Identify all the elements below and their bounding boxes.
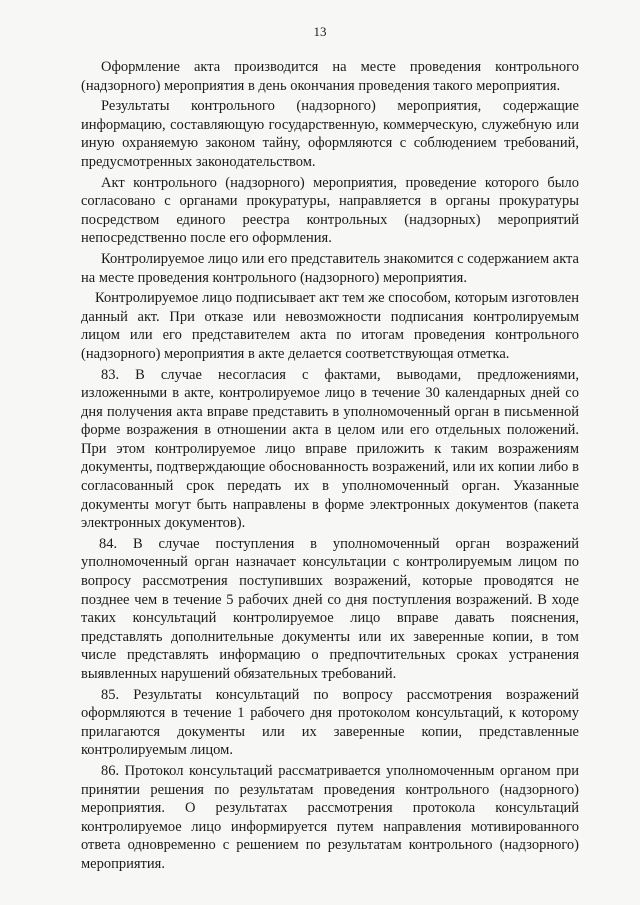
- paragraph-84: 84. В случае поступления в уполномоченный орган возражений уполномоченный орган назначает консультации с контролируемым лицом по вопросу рассмотрения поступивших возражений, которые проводятся не позднее чем в течение 5 рабочих дней со дня поступления возражений. В ходе таких консультаций контролируемое лицо вправе давать пояснения, представлять дополнительные документы или их заверенные копии, в том числе представлять информацию о предпочтительных сроках устранения выявленных нарушений обязательных требований.: [81, 535, 579, 682]
- paragraph-act-drafting: Оформление акта производится на месте проведения контрольного (надзорного) мероприятия в день окончания проведения такого мероприятия.: [81, 59, 579, 94]
- paragraph-prosecutor-act: Акт контрольного (надзорного) мероприятия, проведение которого было согласовано с органами прокуратуры, направляется в органы прокуратуры посредством единого реестра контрольных (надзорных) мероприятий непосредственно после его оформления.: [81, 174, 579, 247]
- document-body: [81, 58, 579, 876]
- paragraph-familiarization: Контролируемое лицо или его представитель знакомится с содержанием акта на месте проведения контрольного (надзорного) мероприятия.: [81, 250, 579, 286]
- paragraph-85: 85. Результаты консультаций по вопросу рассмотрения возражений оформляются в течение 1 рабочего дня протоколом консультаций, к которому прилагаются документы или их заверенные копии, представленные контролируемым лицом.: [81, 686, 579, 759]
- paragraph-86: 86. Протокол консультаций рассматривается уполномоченным органом при принятии решения по результатам проведения контрольного (надзорного) мероприятия. О результатах рассмотрения протокола консультаций контролируемое лицо информируется путем направления мотивированного ответа одновременно с решением по результатам контрольного (надзорного) мероприятия.: [81, 762, 579, 872]
- page-number: 13: [313, 24, 327, 39]
- paragraph-signing: Контролируемое лицо подписывает акт тем же способом, которым изготовлен данный акт. При отказе или невозможности подписания контролируемым лицом или его представителем акта по итогам проведения контрольного (надзорного) мероприятия в акте делается соответствующая отметка.: [81, 290, 579, 362]
- paragraph-83: 83. В случае несогласия с фактами, выводами, предложениями, изложенными в акте, контролируемое лицо в течение 30 календарных дней со дня получения акта вправе представить в уполномоченный орган в письменной форме возражения в отношении акта в целом или его отдельных положений. При этом контролируемое лицо вправе приложить к таким возражениям документы, подтверждающие обоснованность возражений, или их копии либо в согласованный срок передать их в уполномоченный орган. Указанные документы могут быть направлены в форме электронных документов (пакета электронных документов).: [81, 366, 579, 532]
- paragraph-secret-results: Результаты контрольного (надзорного) мероприятия, содержащие информацию, составляющую государственную, коммерческую, служебную или иную охраняемую законом тайну, оформляются с соблюдением требований, предусмотренных законодательством.: [81, 98, 579, 170]
